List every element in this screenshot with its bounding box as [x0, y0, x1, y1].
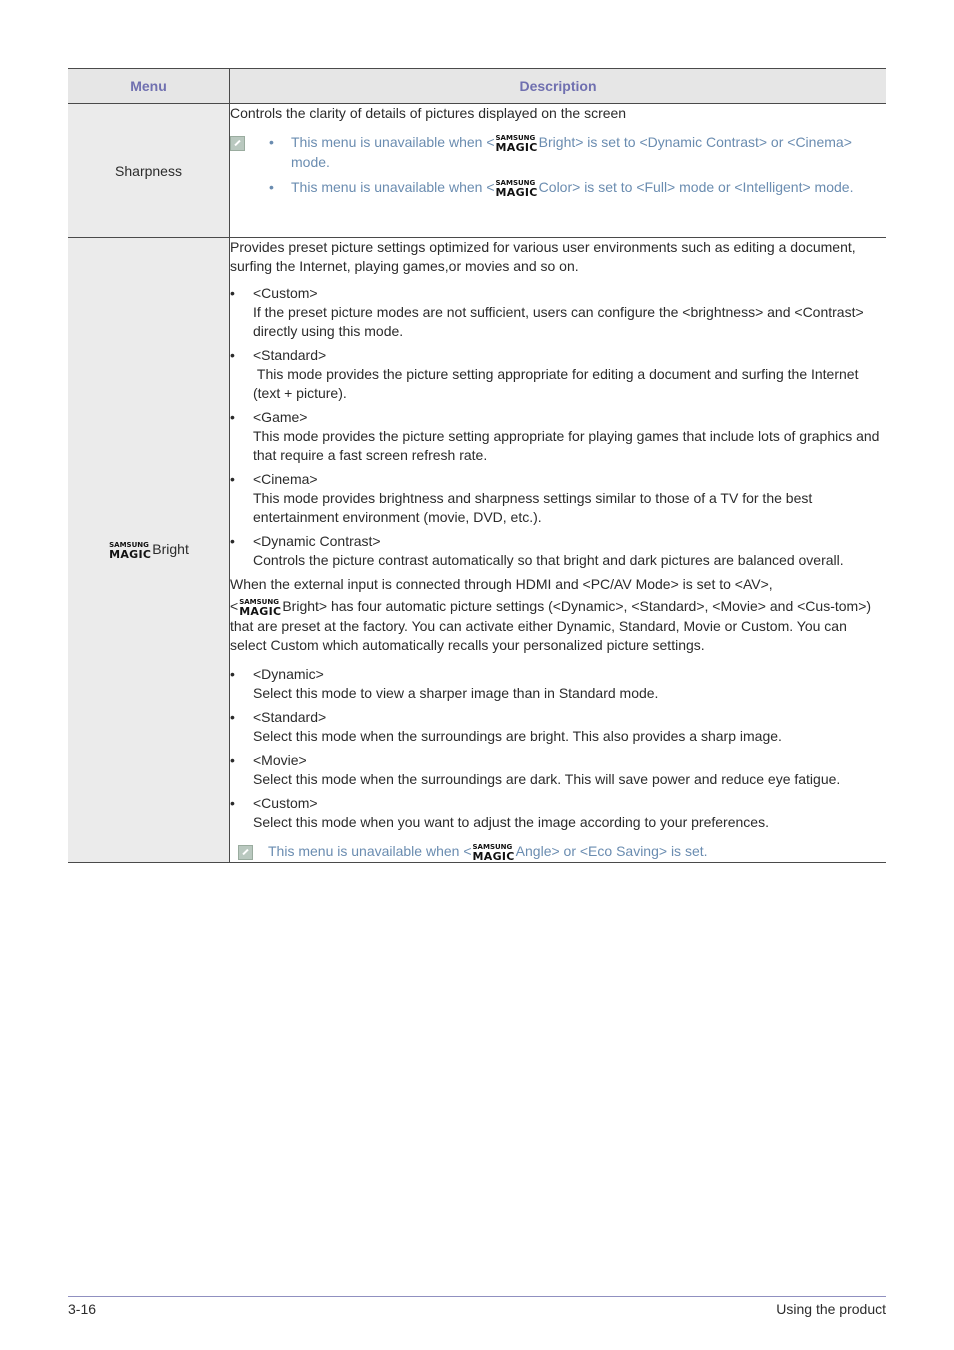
list-item: • <Standard> Select this mode when the surroundings are bright. This also provides a sharp image. [230, 708, 886, 746]
list-item: • <Custom> If the preset picture modes are not sufficient, users can configure the <brightness> and <Contrast> directly using this mode. [230, 284, 886, 341]
list-item: • <Standard> This mode provides the picture setting appropriate for editing a document and surfing the Internet (text + picture). [230, 346, 886, 403]
row-magic-bright [68, 238, 886, 863]
bright-note [238, 842, 886, 862]
bright-note-text: This menu is unavailable when < SAMSUNG MAGIC Angle> or <Eco Saving> is set. [268, 843, 708, 863]
bright-intro: Provides preset picture settings optimized for various user environments such as editing a document, surfing the Internet, playing games,or movies and so on. [230, 239, 856, 274]
sharpness-intro: Controls the clarity of details of pictures displayed on the screen [230, 105, 627, 121]
list-item: • <Movie> Select this mode when the surroundings are dark. This will save power and reduce eye fatigue. [230, 751, 886, 789]
desc-magic-bright [230, 238, 887, 863]
samsung-magic-logo: SAMSUNG MAGIC [239, 598, 282, 618]
list-item: • <Dynamic> Select this mode to view a sharper image than in Standard mode. [230, 665, 886, 703]
note-icon [238, 845, 253, 860]
bright-av-mode-list [230, 665, 886, 832]
menu-magic-bright: SAMSUNG MAGIC Bright [68, 238, 230, 863]
list-item: • <Dynamic Contrast> Controls the picture contrast automatically so that bright and dark pictures are balanced overall. [230, 532, 886, 570]
list-item: • <Custom> Select this mode when you want to adjust the image according to your preferences. [230, 794, 886, 832]
section-title: Using the product [776, 1301, 886, 1317]
footer-divider [68, 1296, 886, 1297]
list-item: • <Cinema> This mode provides brightness and sharpness settings similar to those of a TV for the best entertainment environment (movie, DVD, etc.). [230, 470, 886, 527]
sharpness-note-list [269, 133, 886, 204]
page-number: 3-16 [68, 1301, 97, 1317]
note-icon [230, 136, 245, 151]
sharpness-note-item: • This menu is unavailable when < SAMSUNG MAGIC Color> is set to <Full> mode or <Intelligent> mode. [269, 178, 886, 198]
row-sharpness [68, 104, 886, 238]
bright-hdmi-text: < SAMSUNG MAGIC Bright> has four automatic picture settings (<Dynamic>, <Standard>, <Movie> and <Cus-tom>) that are preset at the factory. You can activate either Dynamic, Standard, Movie or Custom. You can select Custom which automatically recalls your personalized picture settings. [230, 598, 872, 653]
samsung-magic-logo: SAMSUNG MAGIC [472, 843, 515, 863]
desc-sharpness [230, 104, 887, 238]
bright-mode-list [230, 284, 886, 570]
settings-table [68, 68, 886, 863]
menu-sharpness: Sharpness [68, 104, 230, 238]
sharpness-note-item: • This menu is unavailable when < SAMSUNG MAGIC Bright> is set to <Dynamic Contrast> or <Cinema> mode. [269, 133, 886, 172]
sharpness-note [230, 133, 886, 204]
header-menu: Menu [68, 69, 230, 104]
samsung-magic-logo: SAMSUNG MAGIC [109, 540, 152, 561]
list-item: • <Game> This mode provides the picture setting appropriate for playing games that include lots of graphics and that require a fast screen refresh rate. [230, 408, 886, 465]
samsung-magic-logo: SAMSUNG MAGIC [495, 134, 538, 154]
bright-hdmi-line: When the external input is connected through HDMI and <PC/AV Mode> is set to <AV>, [230, 576, 773, 592]
samsung-magic-logo: SAMSUNG MAGIC [495, 179, 538, 199]
header-description: Description [230, 69, 887, 104]
